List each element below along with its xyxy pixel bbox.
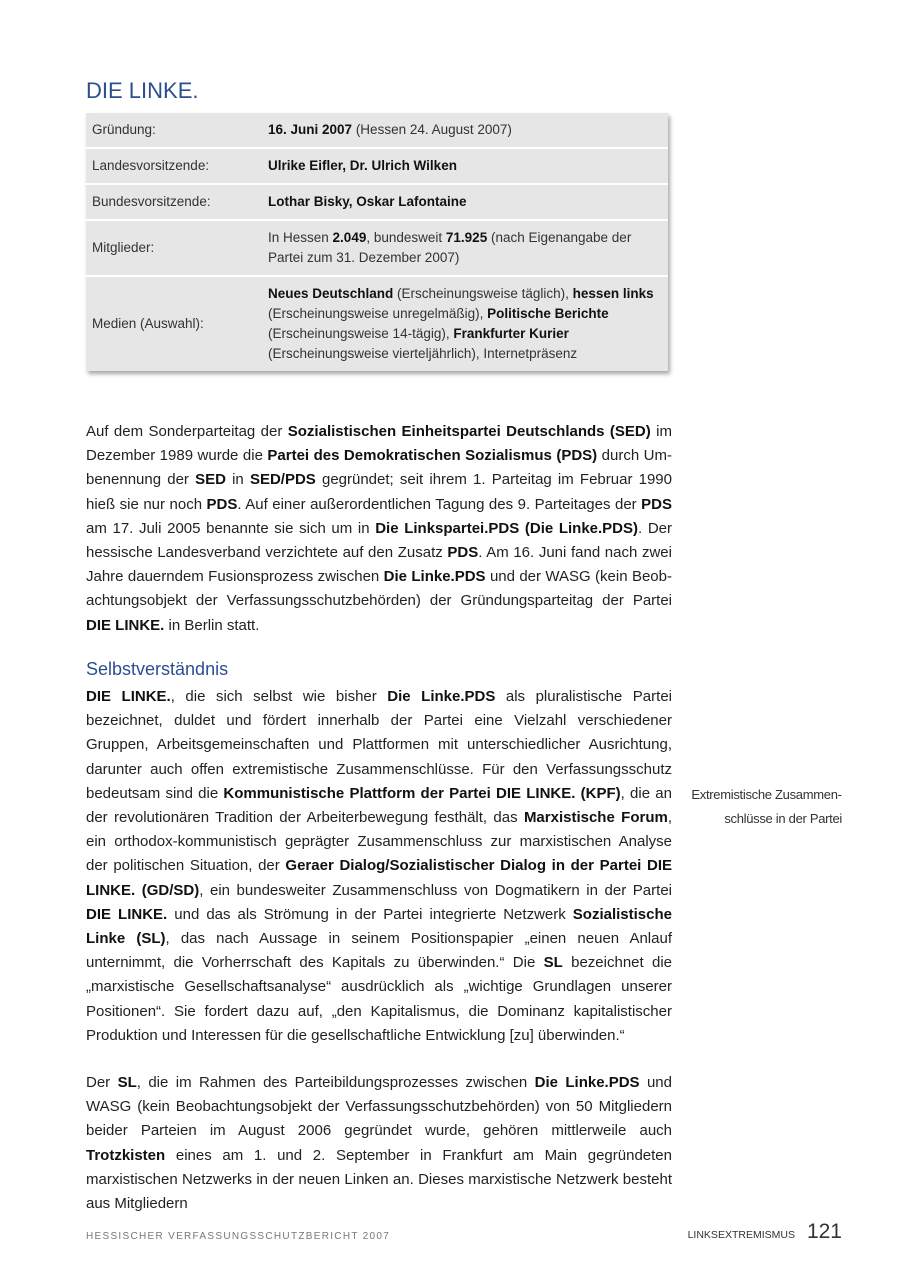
margin-note: Extremistische Zusammenschlüsse in der Partei [691, 787, 842, 826]
bold-text: Politische Berichte [487, 306, 609, 321]
facts-value [268, 221, 668, 275]
bold-text: PDS [447, 544, 479, 562]
facts-label: Gründung: [92, 122, 156, 137]
party-title: DIE LINKE. [86, 78, 199, 103]
bold-text: Die Linke.PDS [534, 1074, 640, 1091]
text-segment: (nach Eigenangabe der Partei zum 31. Dezember 2007) [268, 230, 632, 265]
text-segment: , bundesweit [366, 230, 446, 245]
bold-text: 71.925 [445, 230, 488, 245]
text-segment: , ein bundesweiter Zusammenschluss von Dogmatikern in der Partei [199, 881, 672, 899]
bold-text: SL [543, 954, 563, 972]
text-segment: und der WASG (kein Beobachtungsobjekt der Verfassungsschutzbehörden) der Gründungsparteitag der Partei [86, 568, 672, 610]
text-segment: und WASG (kein Beobachtungsobjekt der Verfassungsschutzbehörden) von 50 Mitgliedern beider Parteien im August 2006 gegründet wurde, gehören mittlerweile auch [86, 1074, 672, 1140]
footer-section: LINKSEXTREMISMUS [687, 1229, 795, 1241]
facts-value [268, 277, 668, 371]
text-segment: , die an der revolutionären Tradition der Arbeiterbewegung festhält, das [86, 784, 672, 827]
facts-label: Bundesvorsitzende: [92, 194, 211, 209]
text-segment: Auf dem Sonderparteitag der [86, 423, 288, 440]
facts-row [86, 221, 668, 277]
text-segment: am 17. Juli 2005 benannte sie sich um in [86, 519, 376, 537]
text-segment: eines am 1. und 2. September in Frankfurt am Main gegründeten marxistischen Netzwerks in der neuen Linken an. Dieses marxistische Netzwerk besteht aus Mitgliedern [86, 1146, 672, 1213]
bold-text: hessen links [572, 286, 654, 301]
bold-text: DIE LINKE. [86, 688, 171, 705]
facts-label: Medien (Auswahl): [92, 316, 204, 331]
footer-right [688, 1220, 842, 1244]
bold-text: SED [195, 471, 226, 489]
facts-row [86, 149, 668, 185]
intro-paragraph [86, 420, 672, 638]
bold-text: Neues Deutschland [268, 286, 394, 301]
facts-row [86, 185, 668, 221]
footer-publication: HESSISCHER VERFASSUNGSSCHUTZBERICHT 2007 [86, 1231, 391, 1242]
text-segment: , die sich selbst wie bisher [170, 688, 388, 705]
text-segment: gegründet; seit ihrem 1. Parteitag im Februar 1990 hieß sie nur noch [86, 471, 672, 513]
self-image-paragraph [86, 685, 672, 1048]
text-segment: . Auf einer außerordentlichen Tagung des 9. Parteitages der [237, 495, 642, 513]
bold-text: Sozialistischen Einheitspartei Deutschlands (SED) [287, 423, 651, 440]
text-segment: in [225, 471, 250, 489]
facts-row [86, 113, 668, 149]
bold-text: PDS [641, 495, 672, 513]
text-segment: (Erscheinungsweise täglich), [393, 286, 573, 301]
text-segment: , das nach Aussage in seinem Positionspapier „einen neuen Anlauf unternimmt, die Vorherrschaft des Kapitals zu überwinden.“ Die [86, 930, 672, 972]
section-heading: Selbstverständnis [86, 659, 229, 679]
bold-text: Die Linke.PDS [387, 688, 496, 705]
bold-text: Die Linkspartei.PDS (Die Linke.PDS) [375, 519, 639, 537]
text-segment: , die im Rahmen des Parteibildungsprozesses zwischen [136, 1074, 535, 1091]
bold-text: 16. Juni 2007 [268, 122, 353, 137]
text-segment: In Hessen [268, 230, 333, 245]
party-facts-table [86, 113, 668, 371]
text-segment: Der [86, 1074, 118, 1091]
text-segment: . Der hessische Landesverband verzichtete auf den Zusatz [86, 519, 673, 562]
text-segment: in Berlin statt. [164, 616, 260, 634]
text-segment: , ein orthodox-kommunistisch geprägter Zusammenschluss zur marxistischen Analyse der politischen Situation, der [86, 809, 672, 875]
bold-text: Marxistische Forum [523, 809, 668, 827]
text-segment: (Erscheinungsweise unregelmäßig), [268, 306, 488, 321]
text-segment: bezeichnet die „marxistische Gesellschaftsanalyse“ ausdrücklich als „wichtige Grundlagen unserer Positionen“. Sie fordert dazu auf, „den Kapitalismus, die Dominanz kapitalistischer Produktion und Interessen für die gesellschaftliche Entwicklung [zu] überwinden.“ [86, 954, 673, 1044]
facts-value [268, 149, 668, 183]
bold-text: SL [117, 1074, 137, 1091]
facts-value [268, 185, 668, 219]
bold-text: Ulrike Eifler, Dr. Ulrich Wilken [268, 158, 457, 173]
bold-text: Die Linke.PDS [383, 568, 486, 586]
bold-text: Lothar Bisky, Oskar Lafontaine [268, 194, 467, 209]
bold-text: Frankfurter Kurier [453, 326, 569, 341]
facts-row [86, 277, 668, 371]
text-segment: durch Umbenennung der [86, 447, 672, 489]
text-segment: (Erscheinungsweise 14-tägig), [268, 326, 454, 341]
text-segment: (Erscheinungsweise vierteljährlich), Internetpräsenz [268, 346, 578, 361]
text-segment: als pluralistische Partei bezeichnet, duldet und fördert innerhalb der Partei eine Vielzahl verschiedener Gruppen, Arbeitsgemeinschaften und Plattformen mit unterschiedlicher Ausrichtung, darunter auch offen extremistische Zusammenschlüsse. Für den Verfassungsschutz bedeutsam sind die [86, 688, 672, 802]
bold-text: SED/PDS [249, 471, 316, 489]
facts-label: Mitglieder: [92, 240, 155, 255]
bold-text: DIE LINKE. [86, 905, 168, 923]
sl-paragraph [86, 1071, 672, 1216]
bold-text: Partei des Demokratischen Sozialismus (PDS) [267, 447, 598, 465]
bold-text: 2.049 [332, 230, 367, 245]
text-segment: im Dezember 1989 wurde die [86, 423, 672, 465]
bold-text: DIE LINKE. [86, 616, 165, 634]
text-segment: und das als Strömung in der Partei integrierte Netzwerk [167, 905, 573, 923]
bold-text: Trotzkisten [86, 1146, 166, 1164]
page-number: 121 [806, 1220, 842, 1243]
bold-text: Sozialistische Linke (SL) [86, 905, 672, 948]
bold-text: Geraer Dialog/Sozialistischer Dialog in der Partei DIE LINKE. (GD/SD) [86, 857, 672, 899]
text-segment: . Am 16. Juni fand nach zwei Jahre dauerndem Fusionsprozess zwischen [86, 544, 672, 586]
facts-value [268, 113, 668, 147]
facts-label: Landesvorsitzende: [92, 158, 210, 173]
bold-text: Kommunistische Plattform der Partei DIE LINKE. (KPF) [223, 784, 621, 802]
bold-text: PDS [206, 495, 238, 513]
text-segment: (Hessen 24. August 2007) [352, 122, 512, 137]
